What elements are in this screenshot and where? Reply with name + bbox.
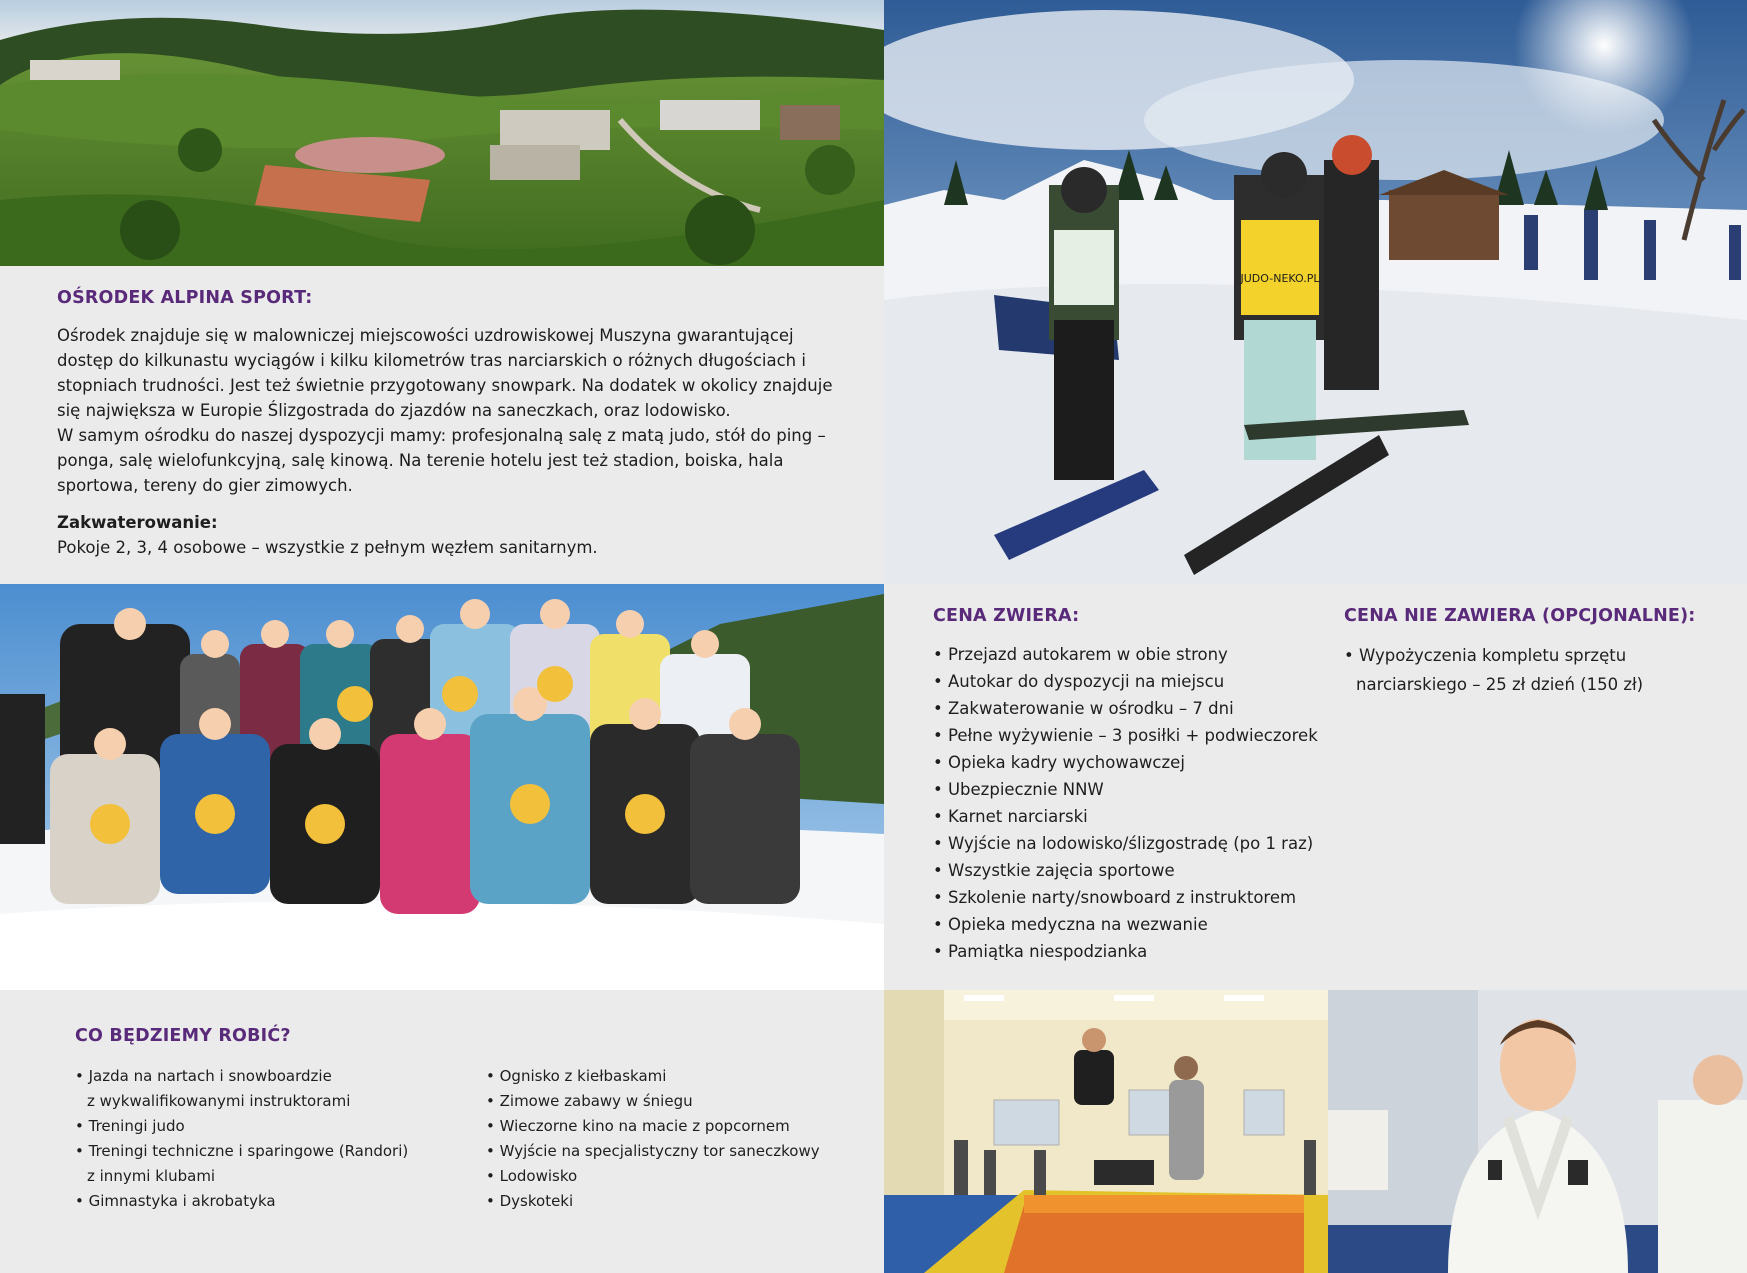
list-item: • Jazda na nartach i snowboardzie [75,1064,408,1089]
osrodek-line: się największa w Europie Ślizgostrada do zjazdów na saneczkach, oraz lodowisko. [57,401,731,420]
osrodek-panel [0,266,884,584]
list-item: • Autokar do dyspozycji na miejscu [933,668,1318,695]
osrodek-line: dostęp do kilkunastu wyciągów i kilku kilometrów tras narciarskich o różnych długościach i [57,351,806,370]
bib-text: JUDO-NEKO.PL [1240,272,1320,285]
list-item: • Przejazd autokarem w obie strony [933,641,1318,668]
list-item: • Zimowe zabawy w śniegu [486,1089,820,1114]
list-item: • Wszystkie zajęcia sportowe [933,857,1318,884]
list-item: • Treningi techniczne i sparingowe (Randori) [75,1139,408,1164]
photo-boy-judogi [1328,990,1747,1273]
list-item: • Zakwaterowanie w ośrodku – 7 dni [933,695,1318,722]
list-item: • Szkolenie narty/snowboard z instruktorem [933,884,1318,911]
list-item: • Opieka kadry wychowawczej [933,749,1318,776]
list-item: • Karnet narciarski [933,803,1318,830]
list-item: • Dyskoteki [486,1189,820,1214]
robic-list-left [75,1064,408,1214]
cena-nie-zawiera-heading: CENA NIE ZAWIERA (OPCJONALNE): [1344,606,1696,626]
list-item: • Wyjście na lodowisko/ślizgostradę (po 1 raz) [933,830,1318,857]
cena-zawiera-heading: CENA ZWIERA: [933,606,1080,626]
list-item: • Treningi judo [75,1114,408,1139]
robic-heading: CO BĘDZIEMY ROBIĆ? [75,1026,291,1046]
robic-list-right [486,1064,820,1214]
photo-gym-training [884,990,1328,1273]
osrodek-description [57,323,837,498]
photo-group-kids [0,584,884,990]
list-item: • Gimnastyka i akrobatyka [75,1189,408,1214]
photo-aerial-resort [0,0,884,266]
photo-snowboarders [884,0,1747,584]
list-item: • Wypożyczenia kompletu sprzętu [1344,641,1674,670]
osrodek-line: stopniach trudności. Jest też świetnie przygotowany snowpark. Na dodatek w okolicy znajduje [57,376,833,395]
osrodek-line: sportowa, tereny do gier zimowych. [57,476,353,495]
list-item: • Wyjście na specjalistyczny tor saneczkowy [486,1139,820,1164]
list-item: • Ubezpiecznie NNW [933,776,1318,803]
zakwaterowanie-text: Pokoje 2, 3, 4 osobowe – wszystkie z pełnym węzłem sanitarnym. [57,538,598,557]
osrodek-heading: OŚRODEK ALPINA SPORT: [57,288,313,308]
cena-zawiera-list [933,641,1318,965]
osrodek-line: ponga, salę wielofunkcyjną, salę kinową. Na terenie hotelu jest też stadion, boiska, hala [57,451,784,470]
list-item: • Ognisko z kiełbaskami [486,1064,820,1089]
list-item-continuation: z wykwalifikowanymi instruktorami [87,1092,351,1110]
list-item: • Pamiątka niespodzianka [933,938,1318,965]
list-item: • Pełne wyżywienie – 3 posiłki + podwieczorek [933,722,1318,749]
osrodek-line: Ośrodek znajduje się w malowniczej miejscowości uzdrowiskowej Muszyna gwarantującej [57,326,794,345]
cena-nie-zawiera-list [1344,641,1674,699]
list-item: • Lodowisko [486,1164,820,1189]
robic-panel [0,990,884,1273]
list-item-continuation: z innymi klubami [87,1167,216,1185]
list-item-continuation: narciarskiego – 25 zł dzień (150 zł) [1356,675,1644,694]
list-item: • Opieka medyczna na wezwanie [933,911,1318,938]
list-item: • Wieczorne kino na macie z popcornem [486,1114,820,1139]
cena-panel [884,584,1747,990]
zakwaterowanie-label: Zakwaterowanie: [57,513,218,532]
osrodek-line: W samym ośrodku do naszej dyspozycji mamy: profesjonalną salę z matą judo, stół do ping – [57,426,826,445]
